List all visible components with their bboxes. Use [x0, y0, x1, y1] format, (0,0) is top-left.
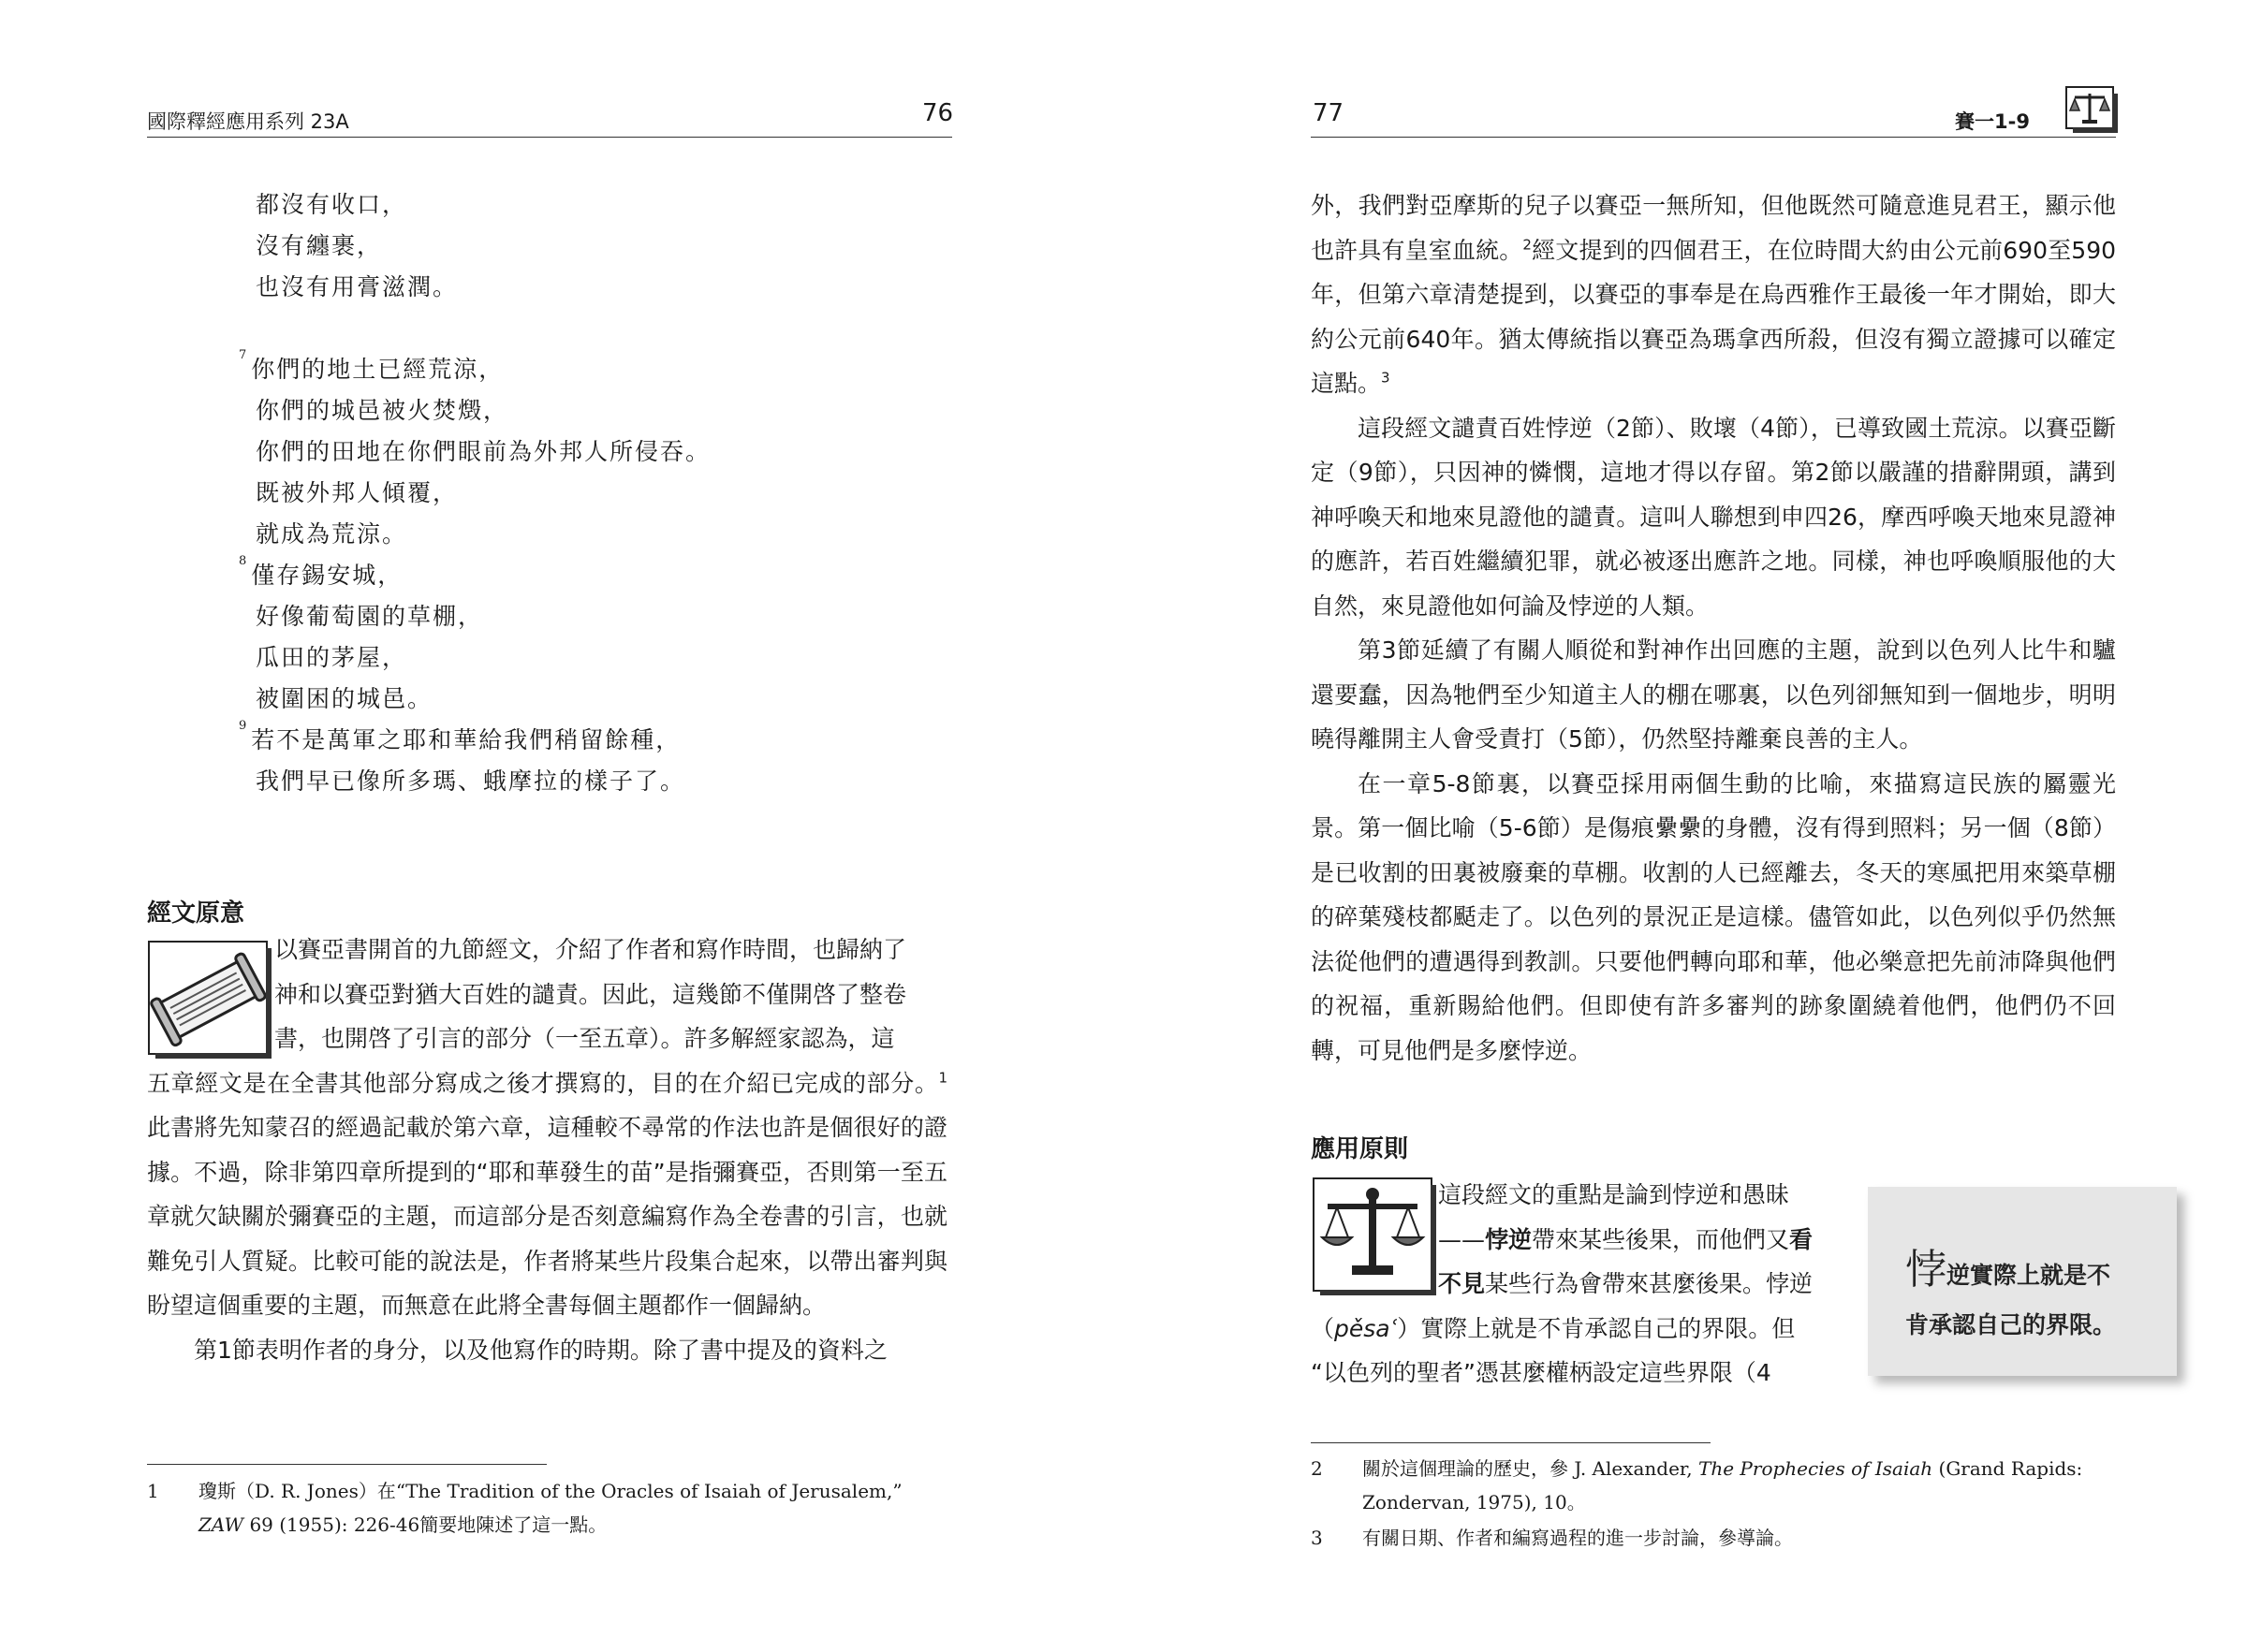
footnote-2: 2 關於這個理論的歷史，參 J. Alexander, The Prophecies of Isaiah (Grand Rapids: Zondervan, 1975), 10。 — [1311, 1452, 2116, 1519]
poem-line: 僅存錫安城， — [251, 562, 404, 589]
pull-quote-drop-cap: 悖 — [1905, 1246, 1946, 1294]
scroll-icon-graphic — [150, 943, 266, 1053]
right-page-number: 77 — [1313, 99, 1344, 127]
body-paragraph: 第3節延續了有關人順從和對神作出回應的主題，說到以色列人比牛和驢還要蠢，因為牠們至少知道主人的棚在哪裏，以色列卻無知到一個地步，明明曉得離開主人會受責打（5節），仍然堅持離棄良善的主人。 — [1311, 636, 2116, 753]
poem-line: 若不是萬軍之耶和華給我們稍留餘種， — [251, 726, 682, 753]
poem-line: 也沒有用膏滋潤。 — [256, 273, 459, 300]
body-line: ——悖逆帶來某些後果，而他們又看 — [1438, 1225, 1814, 1253]
body-paragraph: 在一章5-8節裏，以賽亞採用兩個生動的比喻，來描寫這民族的屬靈光景。第一個比喻（5-6節）是傷痕纍纍的身體，沒有得到照料；另一個（8節）是已收割的田裏被廢棄的草棚。收割的人已經離去，冬天的寒風把用來築草棚的碎葉殘枝都颳走了。以色列的景況正是這樣。儘管如此，以色列似乎仍然無法從他們的遭遇得到教訓。只要他們轉向耶和華，他必樂意把先前沛降與他們的祝福，重新賜給他們。但即使有許多審判的跡象圍繞着他們，他們仍不回轉，可見他們是多麼悖逆。 — [1311, 769, 2116, 1064]
right-running-header: 賽一1-9 — [1955, 110, 2030, 133]
left-header-rule — [147, 137, 952, 138]
scales-icon — [2065, 86, 2114, 129]
verse-number: 7 — [239, 348, 249, 362]
right-body-text — [1311, 183, 2116, 1073]
left-running-header: 國際釋經應用系列 23A — [147, 110, 349, 133]
pull-quote — [1868, 1187, 2177, 1376]
body-line: 不見某些行為會帶來甚麼後果。悖逆 — [1438, 1270, 1814, 1297]
verse-number: 9 — [239, 719, 249, 733]
scripture-poem — [239, 184, 711, 802]
footnote-ref[interactable]: 1 — [938, 1069, 947, 1087]
section-heading-application: 應用原則 — [1311, 1135, 1409, 1163]
poem-line: 都沒有收口， — [256, 191, 408, 218]
body-line: “以色列的聖者”憑甚麼權柄設定這些界限（4 — [1311, 1359, 1771, 1386]
poem-line: 好像葡萄園的草棚， — [256, 603, 484, 630]
poem-line: 沒有纏裹， — [256, 232, 383, 259]
poem-line: 既被外邦人傾覆， — [256, 479, 459, 506]
body-line: 書，也開啓了引言的部分（一至五章）。許多解經家認為，這 — [274, 1025, 895, 1052]
body-line: （pěsaʿ）實際上就是不肯承認自己的界限。但 — [1311, 1314, 1796, 1342]
poem-line: 我們早已像所多瑪、蛾摩拉的樣子了。 — [256, 768, 686, 795]
justice-scales-icon — [1313, 1177, 1432, 1292]
scales-icon-graphic — [2067, 88, 2112, 127]
poem-line: 就成為荒涼。 — [256, 520, 408, 548]
left-page-number: 76 — [922, 99, 954, 127]
body-line: 以賽亞書開首的九節經文，介紹了作者和寫作時間，也歸納了 — [274, 936, 907, 963]
pull-quote-line: 肯承認自己的界限。 — [1905, 1311, 2117, 1338]
pull-quote-line: 逆實際上就是不 — [1946, 1262, 2111, 1289]
justice-scales-graphic — [1314, 1179, 1431, 1290]
right-footnote-rule — [1311, 1442, 1711, 1443]
footnote-number: 1 — [147, 1480, 159, 1502]
section-heading-original-meaning: 經文原意 — [147, 899, 245, 928]
poem-line: 瓜田的茅屋， — [256, 644, 408, 671]
body-line: 神和以賽亞對猶大百姓的譴責。因此，這幾節不僅開啓了整卷 — [274, 980, 907, 1008]
body-line: 這段經文的重點是論到悖逆和愚昧 — [1438, 1181, 1790, 1208]
body-paragraph: 外，我們對亞摩斯的兒子以賽亞一無所知，但他既然可隨意進見君王，顯示他也許具有皇室血統。$^2$經文提到的四個君王，在位時間大約由公元前690至590年，但第六章清楚提到，以賽亞的事奉是在烏西雅作王最後一年才開始，即大約公元前640年。猶太傳統指以賽亞為瑪拿西所殺，但沒有獨立證據可以確定這點。$^3$ — [1311, 192, 2116, 397]
left-footnote-rule — [147, 1464, 547, 1465]
body-paragraph: 這段經文譴責百姓悖逆（2節）、敗壞（4節），已導致國土荒涼。以賽亞斷定（9節），只因神的憐憫，這地才得以存留。第2節以嚴謹的措辭開頭，講到神呼喚天和地來見證他的譴責。這叫人聯想到申四26，摩西呼喚天地來見證神的應許，若百姓繼續犯罪，就必被逐出應許之地。同樣，神也呼喚順服他的大自然，來見證他如何論及悖逆的人類。 — [1311, 414, 2116, 620]
poem-line: 你們的地土已經荒涼， — [251, 356, 505, 383]
footnote-number: 3 — [1311, 1527, 1323, 1549]
body-paragraph: 第1節表明作者的身分，以及他寫作的時期。除了書中提及的資料之 — [194, 1336, 888, 1364]
footnote-number: 2 — [1311, 1457, 1323, 1480]
book-title: The Prophecies of Isaiah — [1698, 1457, 1933, 1480]
right-header-rule — [1311, 137, 2116, 138]
footnote-1: 1 瓊斯（D. R. Jones）在“The Tradition of the Oracles of Isaiah of Jerusalem,” ZAW 69 (1955): 226-46簡要地陳述了這一點。 — [147, 1474, 952, 1542]
journal-title: ZAW — [198, 1513, 244, 1536]
poem-line: 被圍困的城邑。 — [256, 685, 433, 712]
footnote-ref[interactable]: 2 — [1522, 236, 1532, 254]
poem-line: 你們的田地在你們眼前為外邦人所侵吞。 — [256, 438, 712, 465]
footnote-ref[interactable]: 3 — [1381, 369, 1390, 387]
body-paragraph: 五章經文是在全書其他部分寫成之後才撰寫的，目的在介紹已完成的部分。$^1$此書將先知蒙召的經過記載於第六章，這種較不尋常的作法也許是個很好的證據。不過，除非第四章所提到的“耶和華發生的苗”是指彌賽亞，否則第一至五章就欠缺關於彌賽亞的主題，而這部分是否刻意編寫作為全卷書的引言，也就難免引人質疑。比較可能的說法是，作者將某些片段集合起來，以帶出審判與盼望這個重要的主題，而無意在此將全書每個主題都作一個歸納。 — [147, 1069, 947, 1319]
scroll-icon — [148, 941, 268, 1055]
hebrew-term: pěsaʿ — [1334, 1314, 1398, 1342]
verse-number: 8 — [239, 554, 249, 568]
footnote-3: 3 有關日期、作者和編寫過程的進一步討論，參導論。 — [1311, 1521, 2116, 1555]
poem-line: 你們的城邑被火焚燬， — [256, 397, 509, 424]
